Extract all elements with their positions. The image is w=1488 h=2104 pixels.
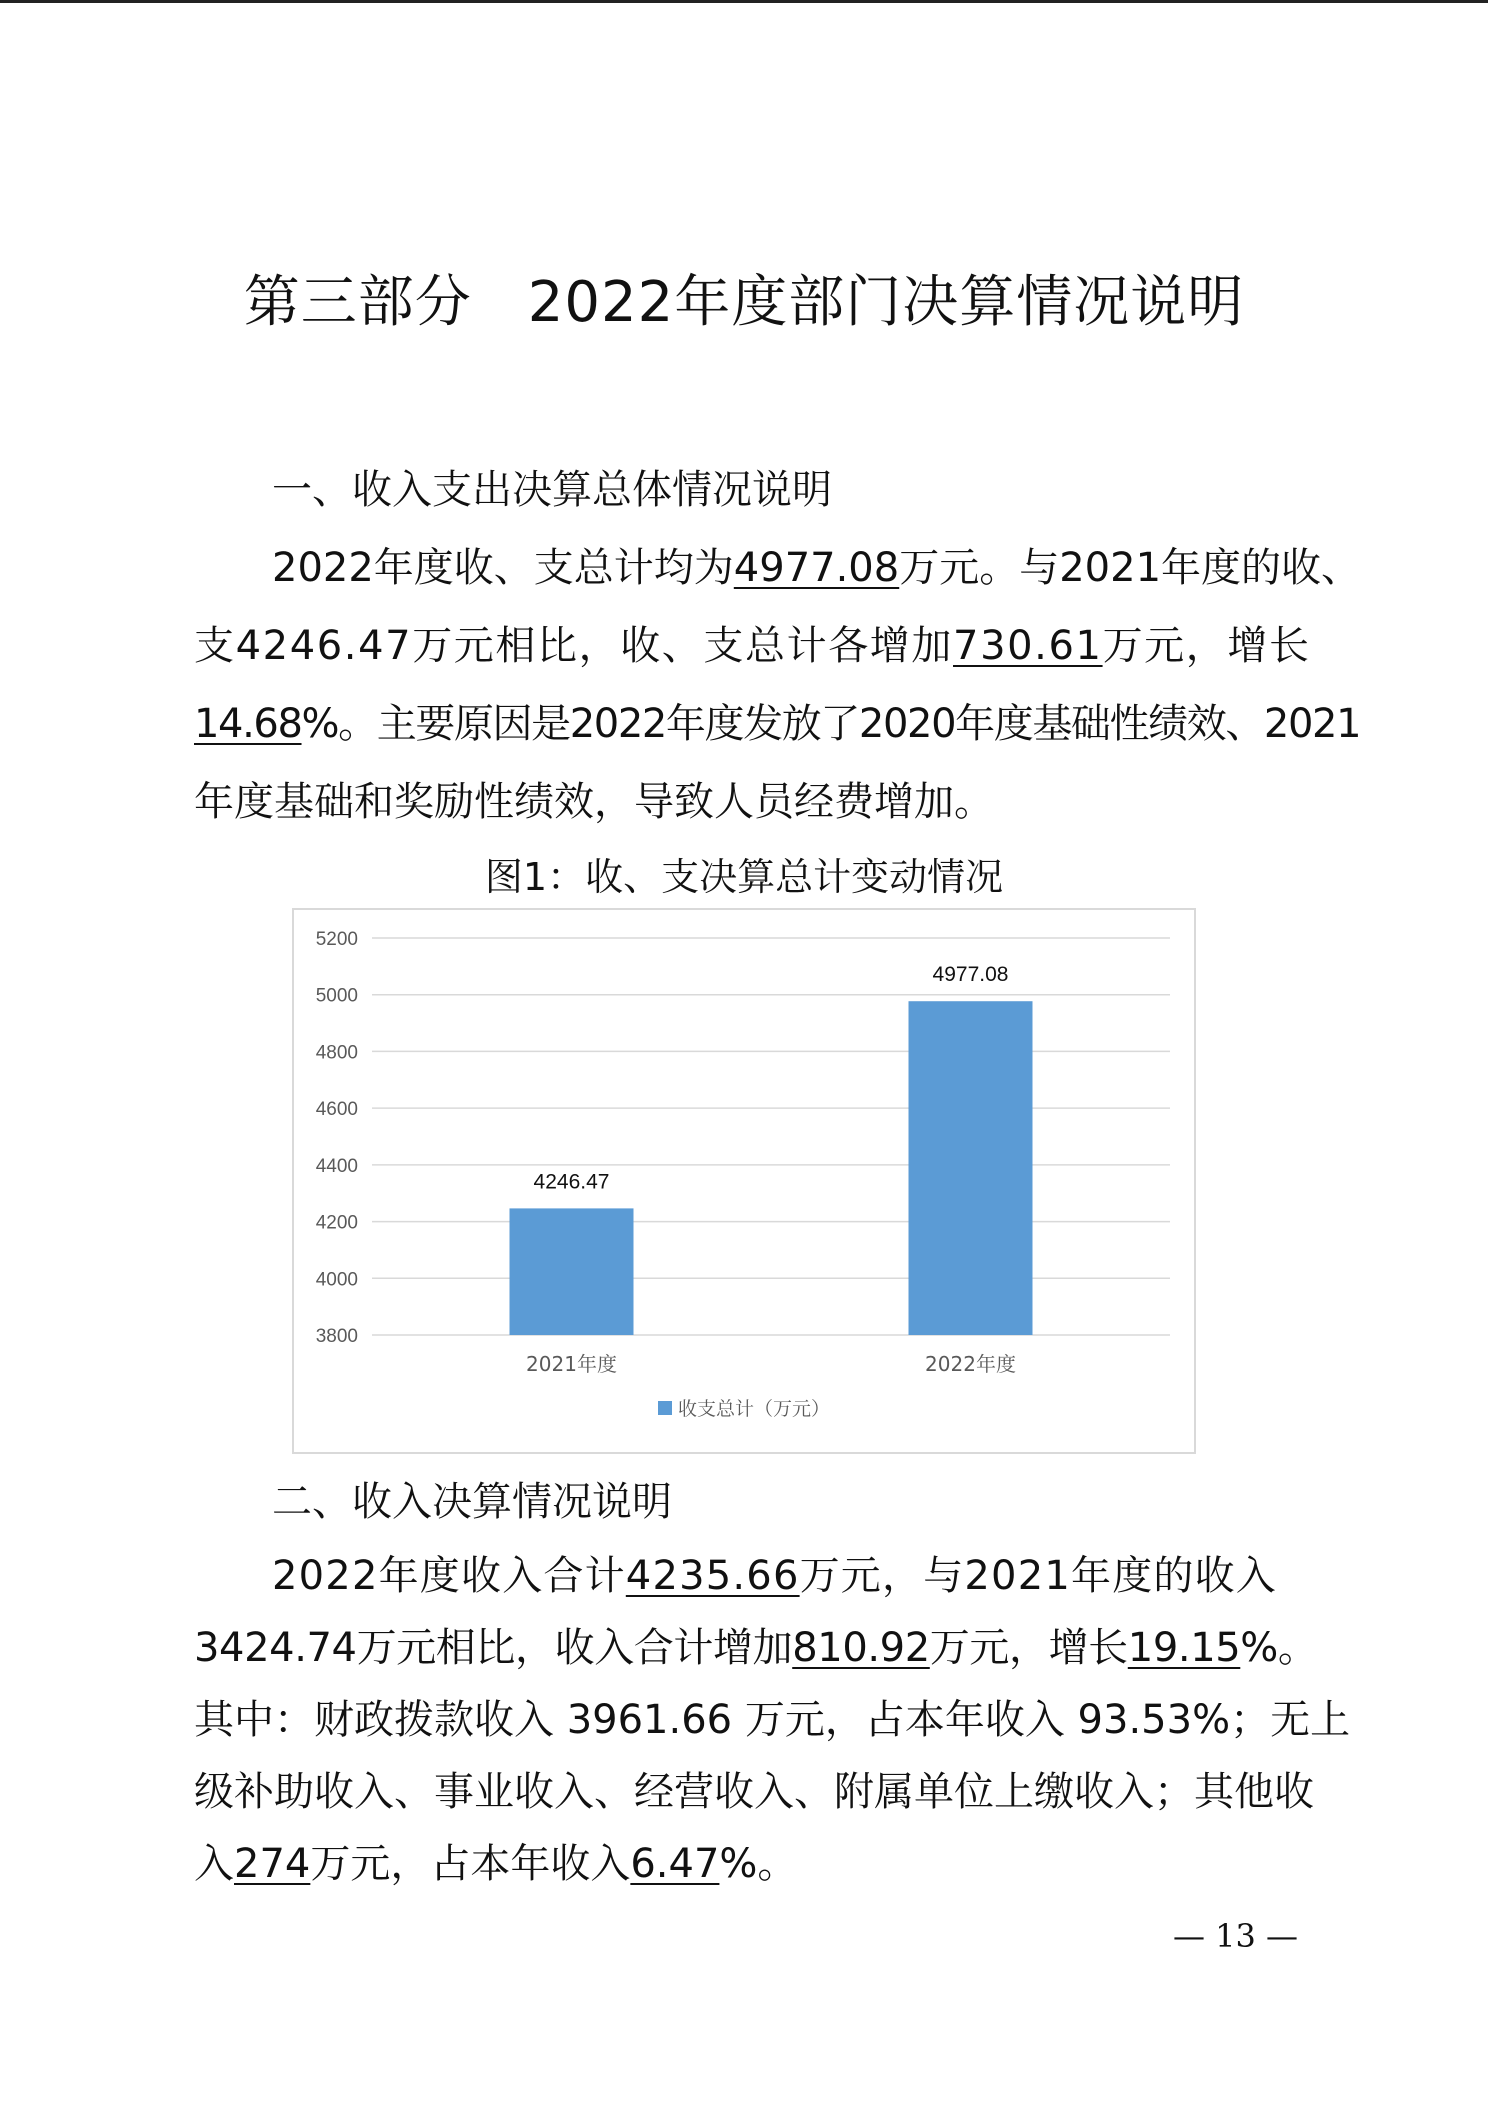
section2-line4: 级补助收入、事业收入、经营收入、附属单位上缴收入；其他收 <box>194 1769 1314 1815</box>
x-tick-label: 2022年度 <box>925 1352 1016 1376</box>
x-tick-label: 2021年度 <box>526 1352 617 1376</box>
increase-value: 730.61 <box>953 623 1103 669</box>
section2-line1: 2022年度收入合计4235.66万元，与2021年度的收入 <box>272 1553 1278 1599</box>
growth-pct: 14.68 <box>194 701 302 747</box>
y-tick-label: 5200 <box>315 929 358 950</box>
bar-chart <box>292 908 1196 1454</box>
income-growth-pct: 19.15 <box>1127 1625 1241 1671</box>
income-increase-value: 810.92 <box>792 1625 930 1671</box>
section2-heading: 二、收入决算情况说明 <box>272 1479 672 1525</box>
y-tick-label: 4400 <box>315 1155 358 1177</box>
bar <box>510 1208 634 1335</box>
top-border <box>0 0 1488 3</box>
y-tick-label: 4800 <box>315 1042 358 1064</box>
data-label: 4977.08 <box>932 963 1009 987</box>
page-title <box>0 268 1488 338</box>
y-tick-label: 4000 <box>315 1269 358 1291</box>
section1-line4: 年度基础和奖励性绩效，导致人员经费增加。 <box>194 779 994 825</box>
legend-swatch <box>658 1401 672 1415</box>
section2-line3: 其中：财政拨款收入 3961.66 万元，占本年收入 93.53%；无上 <box>194 1697 1351 1743</box>
bar-chart-svg <box>294 910 1194 1452</box>
figure-caption: 图1：收、支决算总计变动情况 <box>484 855 1004 899</box>
title-part: 第三部分 <box>243 270 472 335</box>
y-tick-label: 3800 <box>315 1326 358 1347</box>
section1-line1: 2022年度收、支总计均为4977.08万元。与2021年度的收、 <box>272 545 1362 591</box>
section2-line2: 3424.74万元相比，收入合计增加810.92万元，增长19.15%。 <box>194 1625 1318 1671</box>
total-value: 4977.08 <box>733 545 900 591</box>
y-tick-label: 5000 <box>315 985 358 1007</box>
legend-label: 收支总计（万元） <box>678 1398 831 1420</box>
section2-line5: 入274万元，占本年收入6.47%。 <box>194 1841 798 1887</box>
other-income-value: 274 <box>234 1841 311 1887</box>
bar <box>909 1001 1033 1335</box>
other-income-pct: 6.47 <box>630 1841 720 1887</box>
title-main: 2022年度部门决算情况说明 <box>527 270 1245 335</box>
section1-line3: 14.68%。主要原因是2022年度发放了2020年度基础性绩效、2021 <box>194 701 1361 747</box>
y-tick-label: 4200 <box>315 1212 358 1234</box>
data-label: 4246.47 <box>533 1170 610 1194</box>
y-tick-label: 4600 <box>315 1099 358 1121</box>
section1-line2: 支4246.47万元相比，收、支总计各增加730.61万元，增长 <box>194 623 1311 669</box>
income-total-value: 4235.66 <box>625 1553 800 1599</box>
section1-heading: 一、收入支出决算总体情况说明 <box>272 467 832 513</box>
page-number: — 13 — <box>1172 1917 1298 1955</box>
